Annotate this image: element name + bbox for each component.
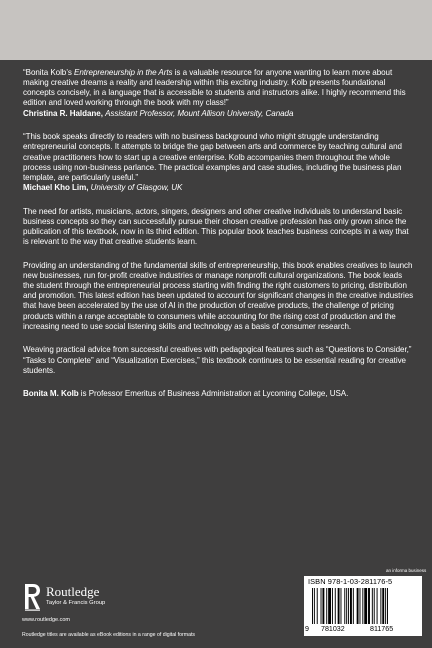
barcode-bar bbox=[380, 588, 381, 624]
barcode-bar bbox=[338, 588, 340, 624]
quote-lim bbox=[23, 132, 415, 193]
quote-text: is a valuable resource for anyone wanting to learn more about making creative dreams a reality and leadership within this exciting industry. Kolb presents foundational concepts concisely, in a language that is accessible to students and instructors alike. I highly recommend this edition and loved working through the book with my class!” bbox=[23, 68, 406, 108]
publisher-logo bbox=[22, 581, 172, 625]
book-title-italic: Entrepreneurship in the Arts bbox=[74, 68, 173, 77]
barcode-bar bbox=[387, 588, 388, 624]
publisher-group: Taylor & Francis Group bbox=[46, 600, 106, 606]
ebook-note: Routledge titles are available as eBook editions in a range of digital formats bbox=[22, 632, 196, 638]
description-paragraph-2: Providing an understanding of the fundamental skills of entrepreneurship, this book enables creatives to launch new businesses, run for-profit creative industries or manage nonprofit cultural organizations. The book leads the student through the entrepreneurial process starting with finding the right customers to pricing, distribution and promotion. This latest edition has been updated to account for significant changes in the creative industries that have been accelerated by the use of AI in the production of creative products, the challenge of pricing products within a range acceptable to consumers while accounting for the rising cost of production and the increasing need to use social listening skills and technology as a basis of consumer research. bbox=[23, 260, 414, 331]
back-cover-text bbox=[23, 68, 415, 413]
barcode-bar bbox=[368, 588, 370, 624]
barcode-bar bbox=[317, 588, 318, 624]
quote-attribution: Christina R. Haldane, Assistant Professor, Mount Allison University, Canada bbox=[23, 108, 294, 118]
barcode-bar bbox=[328, 588, 331, 624]
barcode-bar bbox=[341, 588, 342, 624]
description-paragraph-1: The need for artists, musicians, actors, singers, designers and other creative individuals to understand basic business concepts so they can successfully pursue their chosen creative profession has only grown since the publication of this textbook, now in its third edition. This popular book teaches business concepts in a way that is relevant to the way that creative students learn. bbox=[23, 206, 409, 247]
description-paragraph-3: Weaving practical advice from successful creatives with pedagogical features such as “Questions to Consider,” “Tasks to Complete” and “Visualization Exercises,” this textbook continues to be essential reading for creative students. bbox=[23, 345, 412, 375]
barcode-bar bbox=[335, 588, 336, 624]
barcode-bar bbox=[372, 588, 373, 624]
barcode-digit-lead: 9 bbox=[305, 625, 309, 633]
quote-text: “Bonita Kolb’s bbox=[23, 68, 74, 77]
quote-author-role: University of Glasgow, UK bbox=[90, 183, 183, 193]
barcode-bar bbox=[360, 588, 361, 624]
routledge-r-icon bbox=[22, 583, 42, 611]
barcode-bar bbox=[344, 588, 345, 624]
barcode-bar bbox=[382, 588, 384, 624]
author-bio bbox=[23, 389, 415, 399]
barcode-bar bbox=[322, 588, 324, 624]
barcode-bar bbox=[374, 588, 375, 624]
barcode-bar bbox=[362, 588, 363, 624]
quote-author-role: Assistant Professor, Mount Allison University, Canada bbox=[105, 108, 294, 118]
barcode-digits-right: 811765 bbox=[370, 625, 394, 633]
barcode-bar bbox=[357, 588, 359, 624]
isbn-text: ISBN 978-1-03-281176-5 bbox=[308, 577, 393, 586]
barcode-digits bbox=[304, 625, 422, 634]
barcode-bar bbox=[364, 588, 367, 624]
quote-attribution: Michael Kho Lim, University of Glasgow, UK bbox=[23, 183, 183, 193]
publisher-url[interactable]: www.routledge.com bbox=[22, 617, 70, 623]
author-bio-text: is Professor Emeritus of Business Administration at Lycoming College, USA. bbox=[78, 389, 349, 399]
barcode-bar bbox=[321, 588, 322, 624]
quote-author-name: Michael Kho Lim bbox=[23, 183, 87, 193]
barcode-bar bbox=[346, 588, 347, 624]
quote-author-name: Christina R. Haldane bbox=[23, 108, 101, 118]
barcode-bar bbox=[314, 588, 315, 624]
publisher-name: Routledge bbox=[46, 584, 100, 599]
back-cover bbox=[0, 60, 432, 648]
informa-tagline: an informa business bbox=[386, 568, 427, 573]
barcode-digits-left: 781032 bbox=[321, 625, 345, 633]
barcode-bar bbox=[385, 588, 386, 624]
barcode-bar bbox=[332, 588, 333, 624]
barcode-bar bbox=[312, 588, 313, 624]
top-band bbox=[0, 0, 432, 60]
barcode-panel bbox=[304, 576, 422, 636]
barcode-bar bbox=[326, 588, 327, 624]
barcode-bar bbox=[350, 588, 352, 624]
quote-text: “This book speaks directly to readers with no business background who might struggle understanding entrepreneurial concepts. It attempts to bridge the gap between arts and commerce by teaching cultural and creative practitioners how to start up a creative enterprise. Kolb accompanies them throughout the whole process using non-business parlance. The practical examples and case studies, including the business plan template, are particularly useful.” bbox=[23, 132, 402, 182]
barcode-icon bbox=[312, 588, 418, 624]
barcode-bar bbox=[353, 588, 354, 624]
quote-haldane bbox=[23, 68, 415, 119]
barcode-bar bbox=[348, 588, 349, 624]
barcode-bar bbox=[377, 588, 378, 624]
author-name: Bonita M. Kolb bbox=[23, 389, 79, 399]
